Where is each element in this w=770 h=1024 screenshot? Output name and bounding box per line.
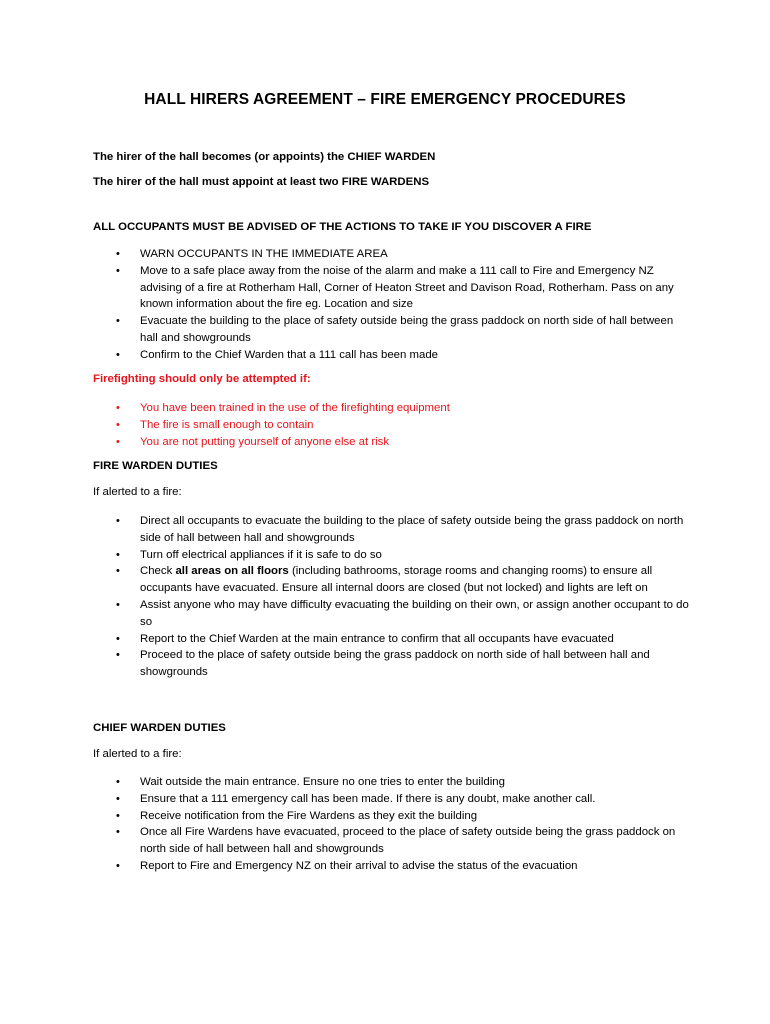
occupants-list: [93, 246, 693, 364]
list-item: • You are not putting yourself of anyone else at risk: [93, 434, 693, 451]
list-item: • Once all Fire Wardens have evacuated, proceed to the place of safety outside being the grass paddock on north side of hall between hall and showgrounds: [93, 824, 693, 858]
intro-chief-warden: The hirer of the hall becomes (or appoints) the CHIEF WARDEN: [93, 151, 436, 163]
list-item: • The fire is small enough to contain: [93, 417, 693, 434]
fire-warden-list: [93, 513, 693, 681]
list-item: • Report to Fire and Emergency NZ on their arrival to advise the status of the evacuation: [93, 858, 693, 875]
firefighting-list: [93, 400, 693, 450]
intro-fire-wardens: The hirer of the hall must appoint at least two FIRE WARDENS: [93, 176, 430, 188]
page-title: HALL HIRERS AGREEMENT – FIRE EMERGENCY PROCEDURES: [144, 91, 626, 108]
fire-warden-intro: If alerted to a fire:: [93, 486, 182, 498]
list-item: • Report to the Chief Warden at the main entrance to confirm that all occupants have evacuated: [93, 631, 693, 648]
chief-warden-heading: CHIEF WARDEN DUTIES: [93, 722, 226, 734]
list-item-text: (including bathrooms, storage rooms and changing rooms) to ensure all occupants have evacuated. Ensure all internal doors are closed (but not locked) and lights are left on: [140, 565, 653, 595]
list-item: • Evacuate the building to the place of safety outside being the grass paddock on north side of hall between hall and showgrounds: [93, 313, 693, 347]
list-item: • Confirm to the Chief Warden that a 111 call has been made: [93, 347, 693, 364]
list-item: • Proceed to the place of safety outside being the grass paddock on north side of hall between hall and showgrounds: [93, 647, 693, 681]
list-item: • Wait outside the main entrance. Ensure no one tries to enter the building: [93, 774, 693, 791]
list-item: • You have been trained in the use of the firefighting equipment: [93, 400, 693, 417]
occupants-heading: ALL OCCUPANTS MUST BE ADVISED OF THE ACTIONS TO TAKE IF YOU DISCOVER A FIRE: [93, 221, 592, 233]
emphasis-text: all areas on all floors: [175, 565, 289, 578]
list-item: • Move to a safe place away from the noise of the alarm and make a 111 call to Fire and Emergency NZ advising of a fire at Rotherham Hall, Corner of Heaton Street and Davison Road, Rotherham. Pass on any known information about the fire eg. Location and size: [93, 263, 693, 313]
list-item: • Direct all occupants to evacuate the building to the place of safety outside being the grass paddock on north side of hall between hall and showgrounds: [93, 513, 693, 547]
fire-warden-heading: FIRE WARDEN DUTIES: [93, 460, 218, 472]
list-item-text: Check: [140, 565, 176, 578]
list-item: • Assist anyone who may have difficulty evacuating the building on their own, or assign another occupant to do so: [93, 597, 693, 631]
list-item: • WARN OCCUPANTS IN THE IMMEDIATE AREA: [93, 246, 693, 263]
chief-warden-list: [93, 774, 693, 875]
list-item: • Receive notification from the Fire Wardens as they exit the building: [93, 808, 693, 825]
list-item: [93, 563, 693, 597]
list-item: • Ensure that a 111 emergency call has been made. If there is any doubt, make another call.: [93, 791, 693, 808]
list-item: • Turn off electrical appliances if it is safe to do so: [93, 547, 693, 564]
chief-warden-intro: If alerted to a fire:: [93, 748, 182, 760]
firefighting-heading: Firefighting should only be attempted if:: [93, 373, 311, 385]
